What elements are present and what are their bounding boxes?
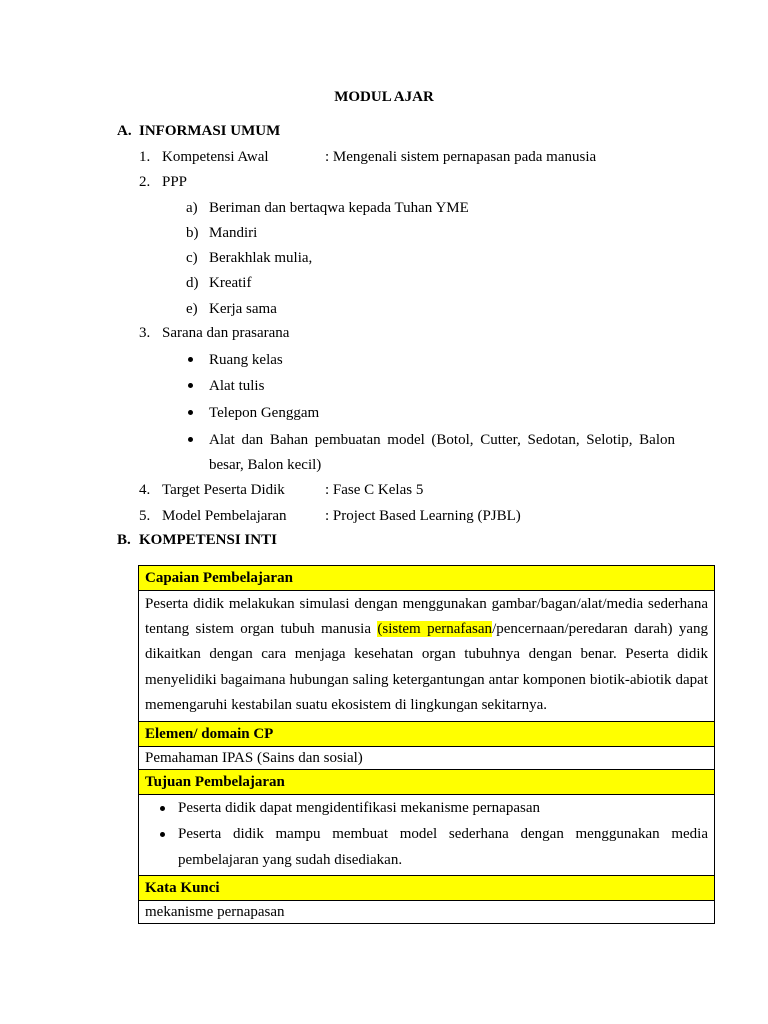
item-4-label: Target Peserta Didik <box>162 482 285 498</box>
ppp-letter-b: b) <box>186 225 199 241</box>
ppp-text-b: Mandiri <box>209 225 258 241</box>
ppp-letter-c: c) <box>186 250 198 266</box>
capaian-text-pre: Peserta didik melakukan simulasi dengan menggunakan gambar/bagan/alat/media sederhana tentang sistem organ tubuh manusia <box>145 596 708 638</box>
ppp-letter-a: a) <box>186 200 198 216</box>
tujuan-row <box>139 795 715 876</box>
tujuan-header: Tujuan Pembelajaran <box>139 770 715 795</box>
bullet-icon <box>188 410 193 415</box>
ppp-text-d: Kreatif <box>209 275 252 291</box>
item-1-value: : Mengenali sistem pernapasan pada manusia <box>325 149 597 165</box>
tujuan-header-row <box>139 770 715 795</box>
kata-kunci-value: mekanisme pernapasan <box>139 901 715 924</box>
capaian-text <box>139 591 715 722</box>
section-b-label: B. <box>117 532 131 548</box>
item-3-number: 3. <box>139 325 151 341</box>
item-5-number: 5. <box>139 508 151 524</box>
kata-kunci-row <box>139 901 715 924</box>
capaian-header-row <box>139 566 715 591</box>
section-a-label: A. <box>117 123 132 139</box>
bullet-icon <box>188 437 193 442</box>
item-3-label: Sarana dan prasarana <box>162 325 290 341</box>
sarana-item: Ruang kelas <box>209 352 283 368</box>
capaian-row <box>139 591 715 722</box>
item-1-number: 1. <box>139 149 151 165</box>
capaian-text-highlight: (sistem pernafasan <box>377 621 493 638</box>
bullet-icon <box>160 806 165 811</box>
item-5-value: : Project Based Learning (PJBL) <box>325 508 521 524</box>
item-4-value: : Fase C Kelas 5 <box>325 482 424 498</box>
sarana-item-continuation: besar, Balon kecil) <box>209 457 322 473</box>
ppp-text-c: Berakhlak mulia, <box>209 250 313 266</box>
section-a-heading: INFORMASI UMUM <box>139 123 281 139</box>
bullet-icon <box>188 357 193 362</box>
capaian-text-post: /pencernaan/peredaran darah) yang dikaitkan dengan cara menjaga kesehatan organ tubuhnya dengan benar. Peserta didik menyelidiki bagaimana hubungan saling ketergantungan antar komponen biotik-abiotik dapat memengaruhi kestabilan suatu ekosistem di lingkungan sekitarnya. <box>145 621 709 713</box>
tujuan-item <box>145 821 708 873</box>
item-5-label: Model Pembelajaran <box>162 508 287 524</box>
item-1-label: Kompetensi Awal <box>162 149 269 165</box>
bullet-icon <box>188 383 193 388</box>
item-4-number: 4. <box>139 482 151 498</box>
elemen-header-row <box>139 722 715 747</box>
sarana-item: Alat dan Bahan pembuatan model (Botol, Cutter, Sedotan, Selotip, Balon <box>209 432 675 448</box>
item-2-label: PPP <box>162 174 188 190</box>
kompetensi-inti-table <box>138 565 715 924</box>
kata-kunci-header: Kata Kunci <box>139 876 715 901</box>
elemen-header: Elemen/ domain CP <box>139 722 715 747</box>
capaian-header: Capaian Pembelajaran <box>139 566 715 591</box>
tujuan-list <box>145 795 708 873</box>
tujuan-item-text: Peserta didik mampu membuat model sederhana dengan menggunakan media pembelajaran yang sudah disediakan. <box>178 826 708 869</box>
ppp-text-a: Beriman dan bertaqwa kepada Tuhan YME <box>209 200 469 216</box>
ppp-text-e: Kerja sama <box>209 301 277 317</box>
ppp-letter-d: d) <box>186 275 199 291</box>
bullet-icon <box>160 832 165 837</box>
kata-kunci-header-row <box>139 876 715 901</box>
sarana-item: Alat tulis <box>209 378 265 394</box>
tujuan-cell <box>139 795 715 876</box>
elemen-value: Pemahaman IPAS (Sains dan sosial) <box>139 747 715 770</box>
elemen-row <box>139 747 715 770</box>
document-title: MODUL AJAR <box>334 89 434 105</box>
item-2-number: 2. <box>139 174 151 190</box>
tujuan-item-text: Peserta didik dapat mengidentifikasi mekanisme pernapasan <box>178 800 540 817</box>
ppp-letter-e: e) <box>186 301 198 317</box>
sarana-item: Telepon Genggam <box>209 405 320 421</box>
tujuan-item <box>145 795 708 821</box>
section-b-heading: KOMPETENSI INTI <box>139 532 277 548</box>
